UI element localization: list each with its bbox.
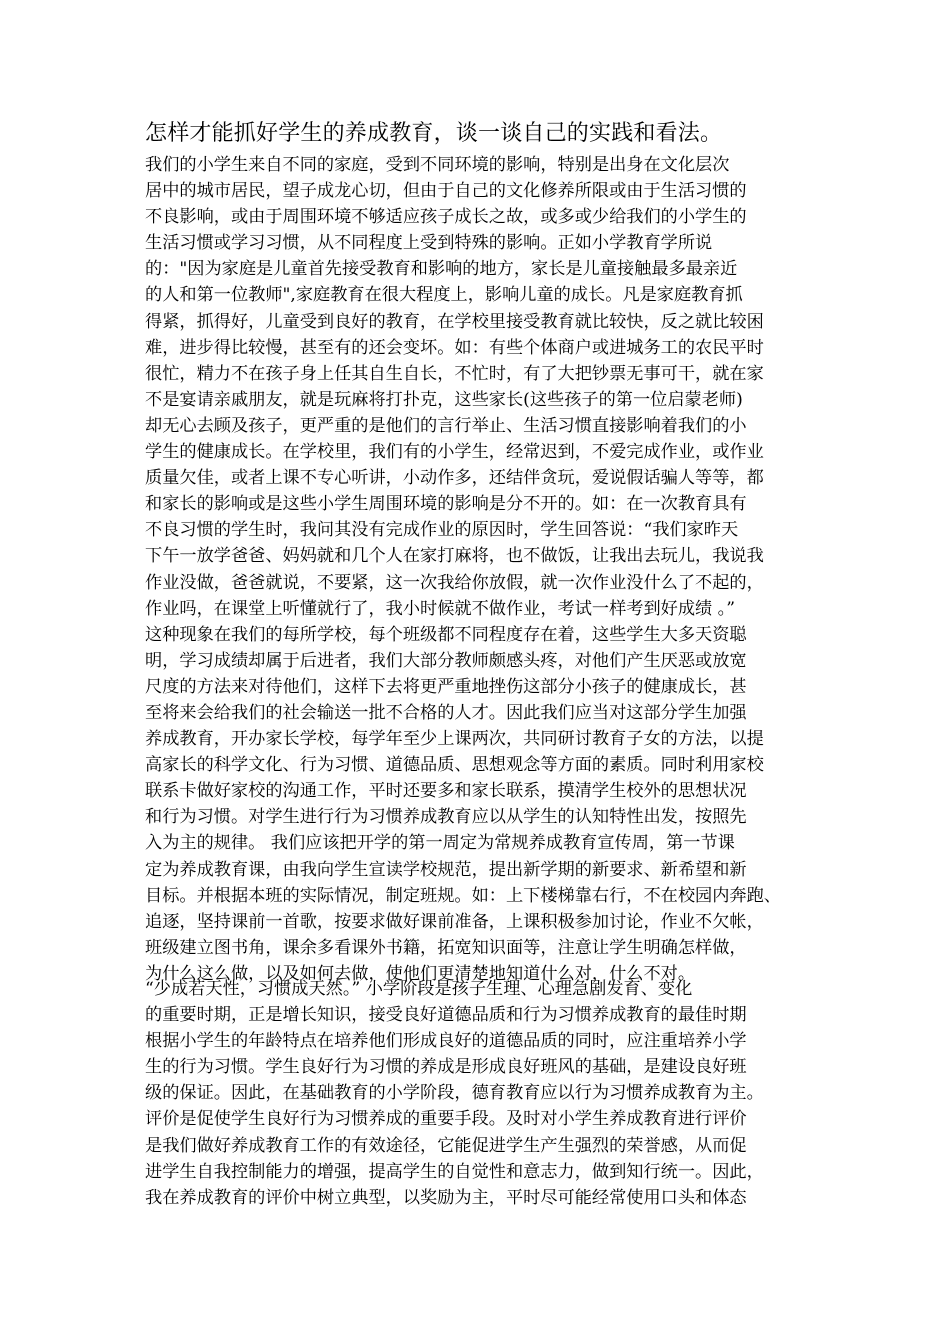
paragraph-1 bbox=[145, 152, 817, 987]
document-title: 怎样才能抓好学生的养成教育，谈一谈自己的实践和看法。 bbox=[145, 121, 723, 146]
text-line: 得紧，抓得好，儿童受到良好的教育，在学校里接受教育就比较快，反之就比较困 bbox=[145, 311, 764, 332]
text-line: 至将来会给我们的社会输送一批不合格的人才。因此我们应当对这部分学生加强 bbox=[145, 702, 747, 723]
text-line: 高家长的科学文化、行为习惯、道德品质、思想观念等方面的素质。同时利用家校 bbox=[145, 755, 764, 776]
text-line: 为什么这么做，以及如何去做，使他们更清楚地知道什么对，什么不对。 bbox=[145, 963, 696, 984]
text-line: 定为养成教育课，由我向学生宣读学校规范，提出新学期的新要求、新希望和新 bbox=[145, 859, 747, 880]
text-line: 追逐，坚持课前一首歌，按要求做好课前准备，上课积极参加讨论，作业不欠帐， bbox=[145, 911, 764, 932]
text-line: 进学生自我控制能力的增强，提高学生的自觉性和意志力，做到知行统一。因此， bbox=[145, 1161, 764, 1182]
text-line: 作业没做，爸爸就说，不要紧，这一次我给你放假，就一次作业没什么了不起的， bbox=[145, 572, 764, 593]
text-line: 班级建立图书角，课余多看课外书籍，拓宽知识面等，注意让学生明确怎样做， bbox=[145, 937, 747, 958]
text-line: 和家长的影响或是这些小学生周围环境的影响是分不开的。如：在一次教育具有 bbox=[145, 494, 747, 515]
text-line: 很忙，精力不在孩子身上任其自生自长，不忙时，有了大把钞票无事可干，就在家 bbox=[145, 363, 764, 384]
text-line: 不是宴请亲戚朋友，就是玩麻将打扑克，这些家长(这些孩子的第一位启蒙老师) bbox=[145, 389, 743, 410]
text-line: 作业吗，在课堂上听懂就行了，我小时候就不做作业，考试一样考到好成绩 。” bbox=[145, 598, 736, 619]
text-line: 尺度的方法来对待他们，这样下去将更严重地挫伤这部分小孩子的健康成长，甚 bbox=[145, 676, 747, 697]
text-line: 目标。并根据本班的实际情况，制定班规。如：上下楼梯靠右行，不在校园内奔跑、 bbox=[145, 885, 781, 906]
text-line: 学生的健康成长。在学校里，我们有的小学生，经常迟到，不爱完成作业，或作业 bbox=[145, 442, 764, 463]
text-line: 这种现象在我们的每所学校，每个班级都不同程度存在着，这些学生大多天资聪 bbox=[145, 624, 747, 645]
text-line: 的人和第一位教师",家庭教育在很大程度上，影响儿童的成长。凡是家庭教育抓 bbox=[145, 285, 743, 306]
text-line: 明，学习成绩却属于后进者，我们大部分教师颇感头疼，对他们产生厌恶或放宽 bbox=[145, 650, 747, 671]
text-line: 的重要时期，正是增长知识，接受良好道德品质和行为习惯养成教育的最佳时期 bbox=[145, 1005, 747, 1026]
text-line: 难，进步得比较慢，甚至有的还会变坏。如：有些个体商户或进城务工的农民平时 bbox=[145, 337, 764, 358]
text-line: 根据小学生的年龄特点在培养他们形成良好的道德品质的同时，应注重培养小学 bbox=[145, 1031, 747, 1052]
text-line: 入为主的规律。 我们应该把开学的第一周定为常规养成教育宣传周，第一节课 bbox=[145, 833, 735, 854]
text-line: 联系卡做好家校的沟通工作，平时还要多和家长联系，摸清学生校外的思想状况 bbox=[145, 781, 747, 802]
text-line: 不良习惯的学生时，我问其没有完成作业的原因时，学生回答说：“我们家昨天 bbox=[145, 520, 739, 541]
text-line: 生活习惯或学习习惯，从不同程度上受到特殊的影响。正如小学教育学所说 bbox=[145, 233, 713, 254]
text-line: 却无心去顾及孩子，更严重的是他们的言行举止、生活习惯直接影响着我们的小 bbox=[145, 415, 747, 436]
text-line: 评价是促使学生良好行为习惯养成的重要手段。及时对小学生养成教育进行评价 bbox=[145, 1109, 747, 1130]
text-line: 养成教育，开办家长学校，每学年至少上课两次，共同研讨教育子女的方法，以提 bbox=[145, 729, 764, 750]
text-line: 居中的城市居民，望子成龙心切，但由于自己的文化修养所限或由于生活习惯的 bbox=[145, 181, 747, 202]
text-line: 我们的小学生来自不同的家庭，受到不同环境的影响，特别是出身在文化层次 bbox=[145, 155, 730, 175]
text-line: “少成若天性，习惯成天然。” 小学阶段是孩子生理、心理急剧发育、变化 bbox=[145, 979, 693, 999]
text-line: 下午一放学爸爸、妈妈就和几个人在家打麻将，也不做饭，让我出去玩儿，我说我 bbox=[145, 546, 764, 567]
text-line: 质量欠佳，或者上课不专心听讲，小动作多，还结伴贪玩，爱说假话骗人等等，都 bbox=[145, 468, 764, 489]
text-line: 的："因为家庭是儿童首先接受教育和影响的地方，家长是儿童接触最多最亲近 bbox=[145, 259, 738, 280]
text-line: 级的保证。因此，在基础教育的小学阶段，德育教育应以行为习惯养成教育为主。 bbox=[145, 1083, 764, 1104]
text-line: 生的行为习惯。学生良好行为习惯的养成是形成良好班风的基础，是建设良好班 bbox=[145, 1057, 747, 1078]
text-line: 我在养成教育的评价中树立典型，以奖励为主，平时尽可能经常使用口头和体态 bbox=[145, 1187, 747, 1208]
text-line: 和行为习惯。对学生进行行为习惯养成教育应以从学生的认知特性出发，按照先 bbox=[145, 807, 747, 828]
paragraph-2 bbox=[145, 976, 817, 1211]
text-line: 不良影响，或由于周围环境不够适应孩子成长之故，或多或少给我们的小学生的 bbox=[145, 207, 747, 228]
text-line: 是我们做好养成教育工作的有效途径，它能促进学生产生强烈的荣誉感，从而促 bbox=[145, 1135, 747, 1156]
